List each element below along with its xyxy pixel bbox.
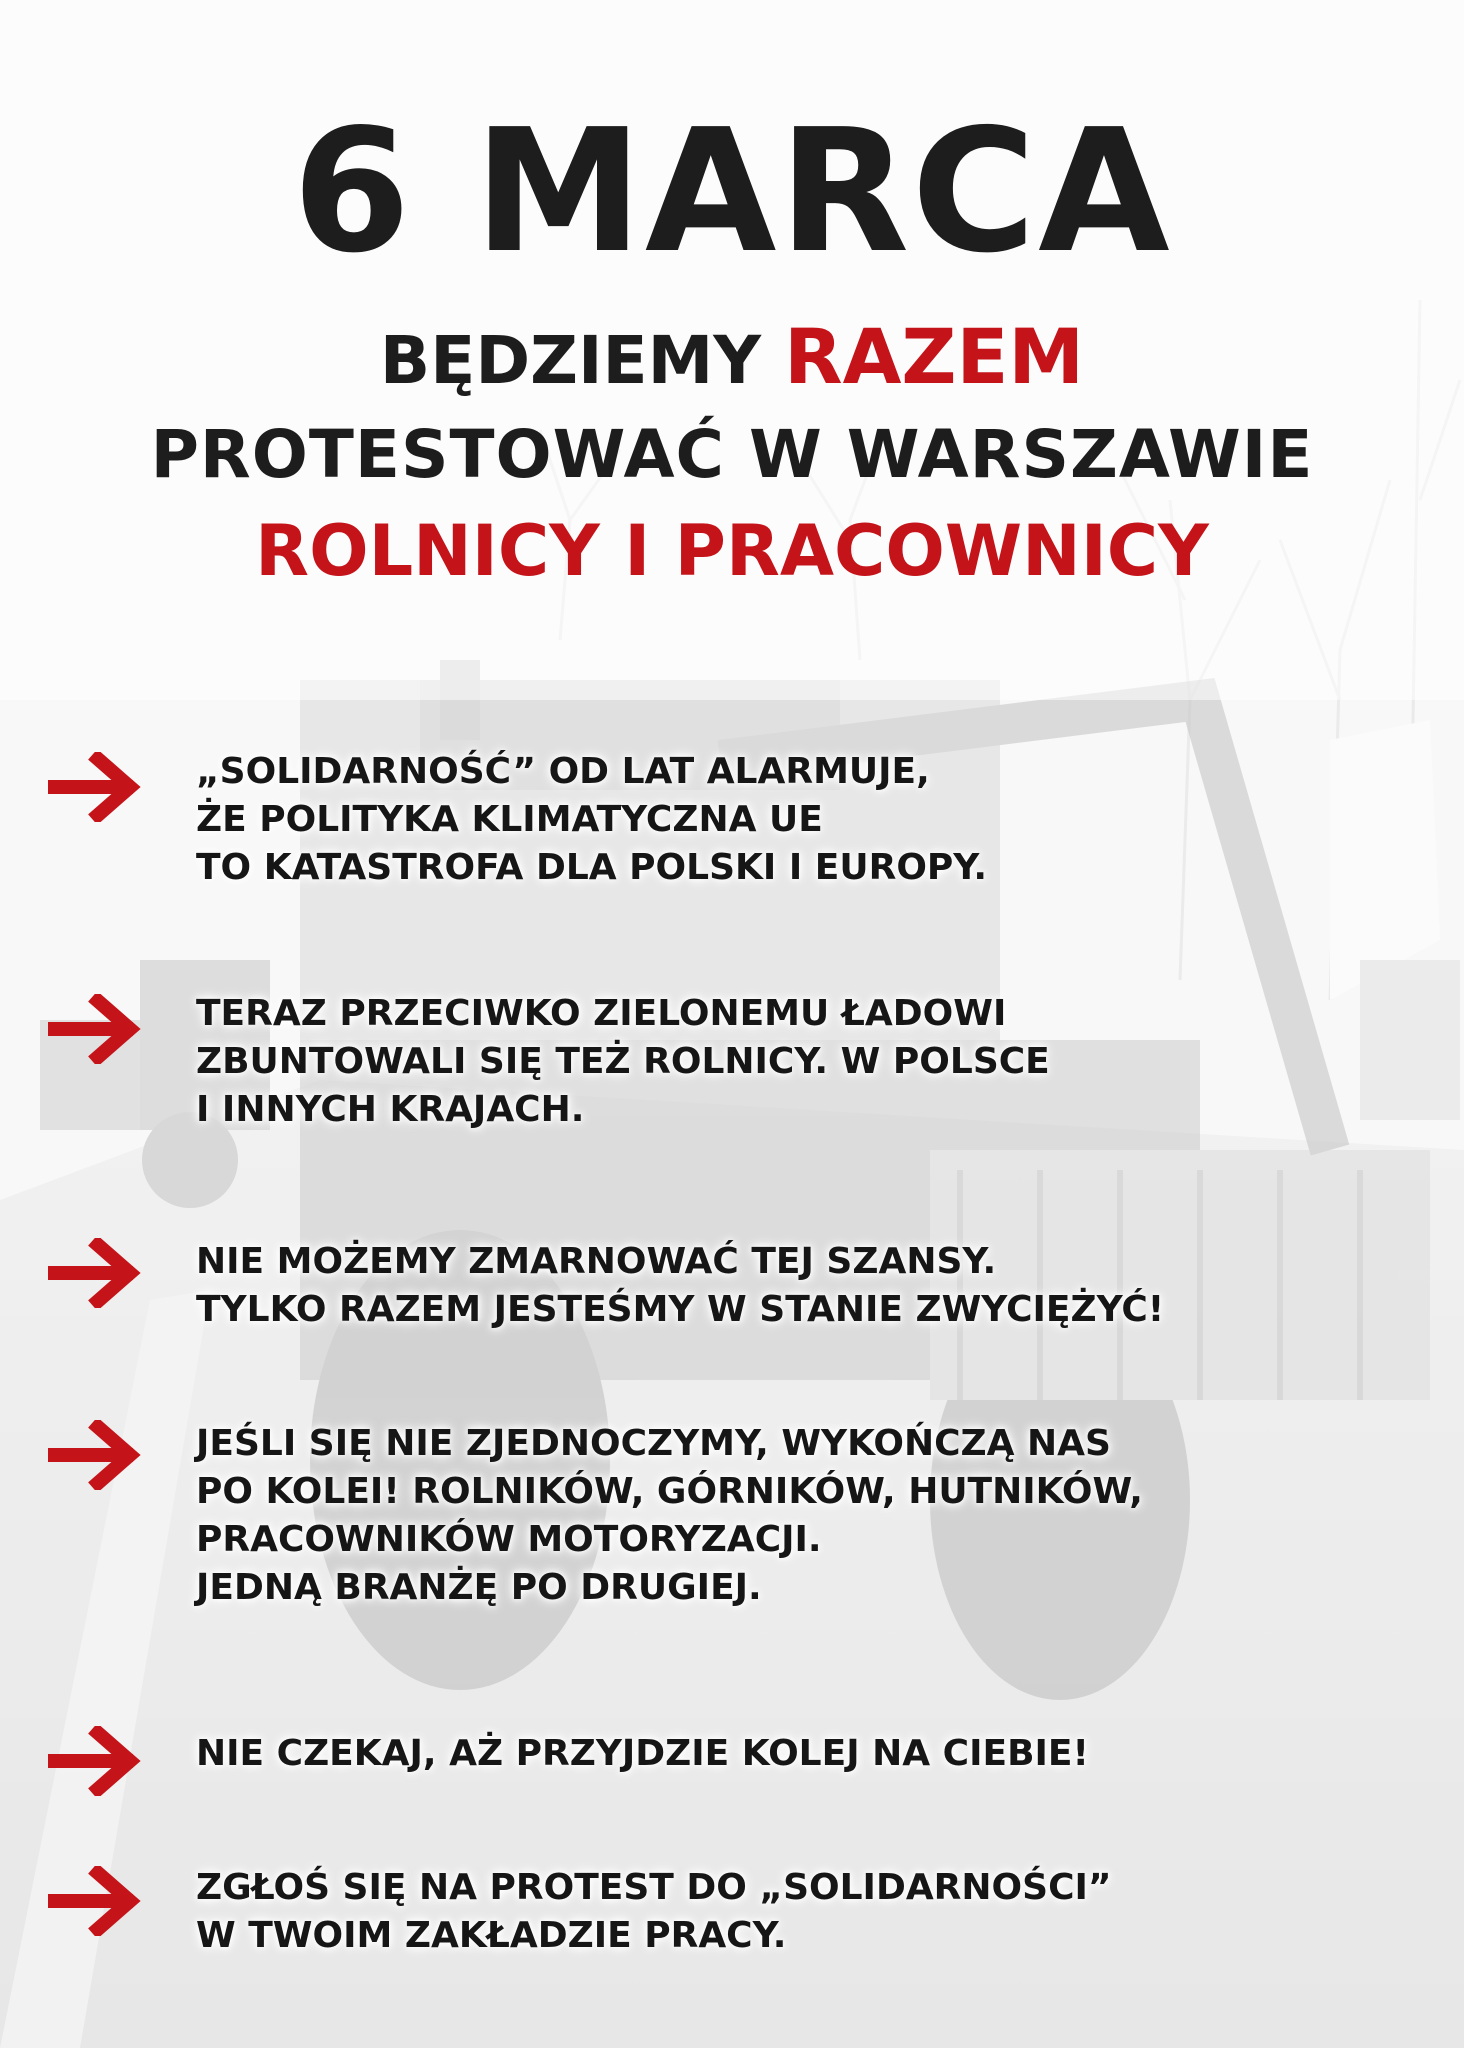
arrow-right-icon (48, 1420, 148, 1490)
point-4-line: PRACOWNIKÓW MOTORYZACJI. (196, 1519, 822, 1560)
subtitle-line-1 (0, 312, 1464, 406)
point-6-line: W TWOIM ZAKŁADZIE PRACY. (196, 1915, 787, 1956)
point-4-line: JEŚLI SIĘ NIE ZJEDNOCZYMY, WYKOŃCZĄ NAS (196, 1423, 1111, 1464)
arrow-right-icon (48, 994, 148, 1064)
point-4-line: PO KOLEI! ROLNIKÓW, GÓRNIKÓW, HUTNIKÓW, (196, 1471, 1143, 1512)
point-6-line: ZGŁOŚ SIĘ NA PROTEST DO „SOLIDARNOŚCI” (196, 1867, 1112, 1908)
point-1-line: „SOLIDARNOŚĆ” OD LAT ALARMUJE, (196, 751, 930, 792)
point-2 (196, 990, 1050, 1134)
point-2-line: ZBUNTOWALI SIĘ TEŻ ROLNICY. W POLSCE (196, 1041, 1050, 1082)
point-2-line: TERAZ PRZECIWKO ZIELONEMU ŁADOWI (196, 993, 1007, 1034)
point-5-line: NIE CZEKAJ, AŻ PRZYJDZIE KOLEJ NA CIEBIE! (196, 1733, 1089, 1774)
arrow-right-icon (48, 1866, 148, 1936)
point-3-line: TYLKO RAZEM JESTEŚMY W STANIE ZWYCIĘŻYĆ! (196, 1289, 1165, 1330)
point-1 (196, 748, 987, 892)
point-4-line: JEDNĄ BRANŻĘ PO DRUGIEJ. (196, 1567, 762, 1608)
subtitle-line-2: PROTESTOWAĆ W WARSZAWIE (150, 416, 1314, 493)
point-3 (196, 1238, 1164, 1334)
point-1-line: TO KATASTROFA DLA POLSKI I EUROPY. (196, 847, 988, 888)
point-4 (196, 1420, 1143, 1612)
arrow-right-icon (48, 1238, 148, 1308)
point-5 (196, 1730, 1089, 1778)
point-2-line: I INNYCH KRAJACH. (196, 1089, 585, 1130)
point-3-line: NIE MOŻEMY ZMARNOWAĆ TEJ SZANSY. (196, 1241, 997, 1282)
subtitle-line-3: ROLNICY I PRACOWNICY (255, 510, 1209, 592)
point-6 (196, 1864, 1112, 1960)
poster-title: 6 MARCA (292, 93, 1172, 291)
arrow-right-icon (48, 752, 148, 822)
point-1-line: ŻE POLITYKA KLIMATYCZNA UE (196, 799, 823, 840)
subtitle-highlight: RAZEM (784, 312, 1085, 401)
subtitle-line-1-text: BĘDZIEMY (379, 322, 762, 399)
arrow-right-icon (48, 1726, 148, 1796)
